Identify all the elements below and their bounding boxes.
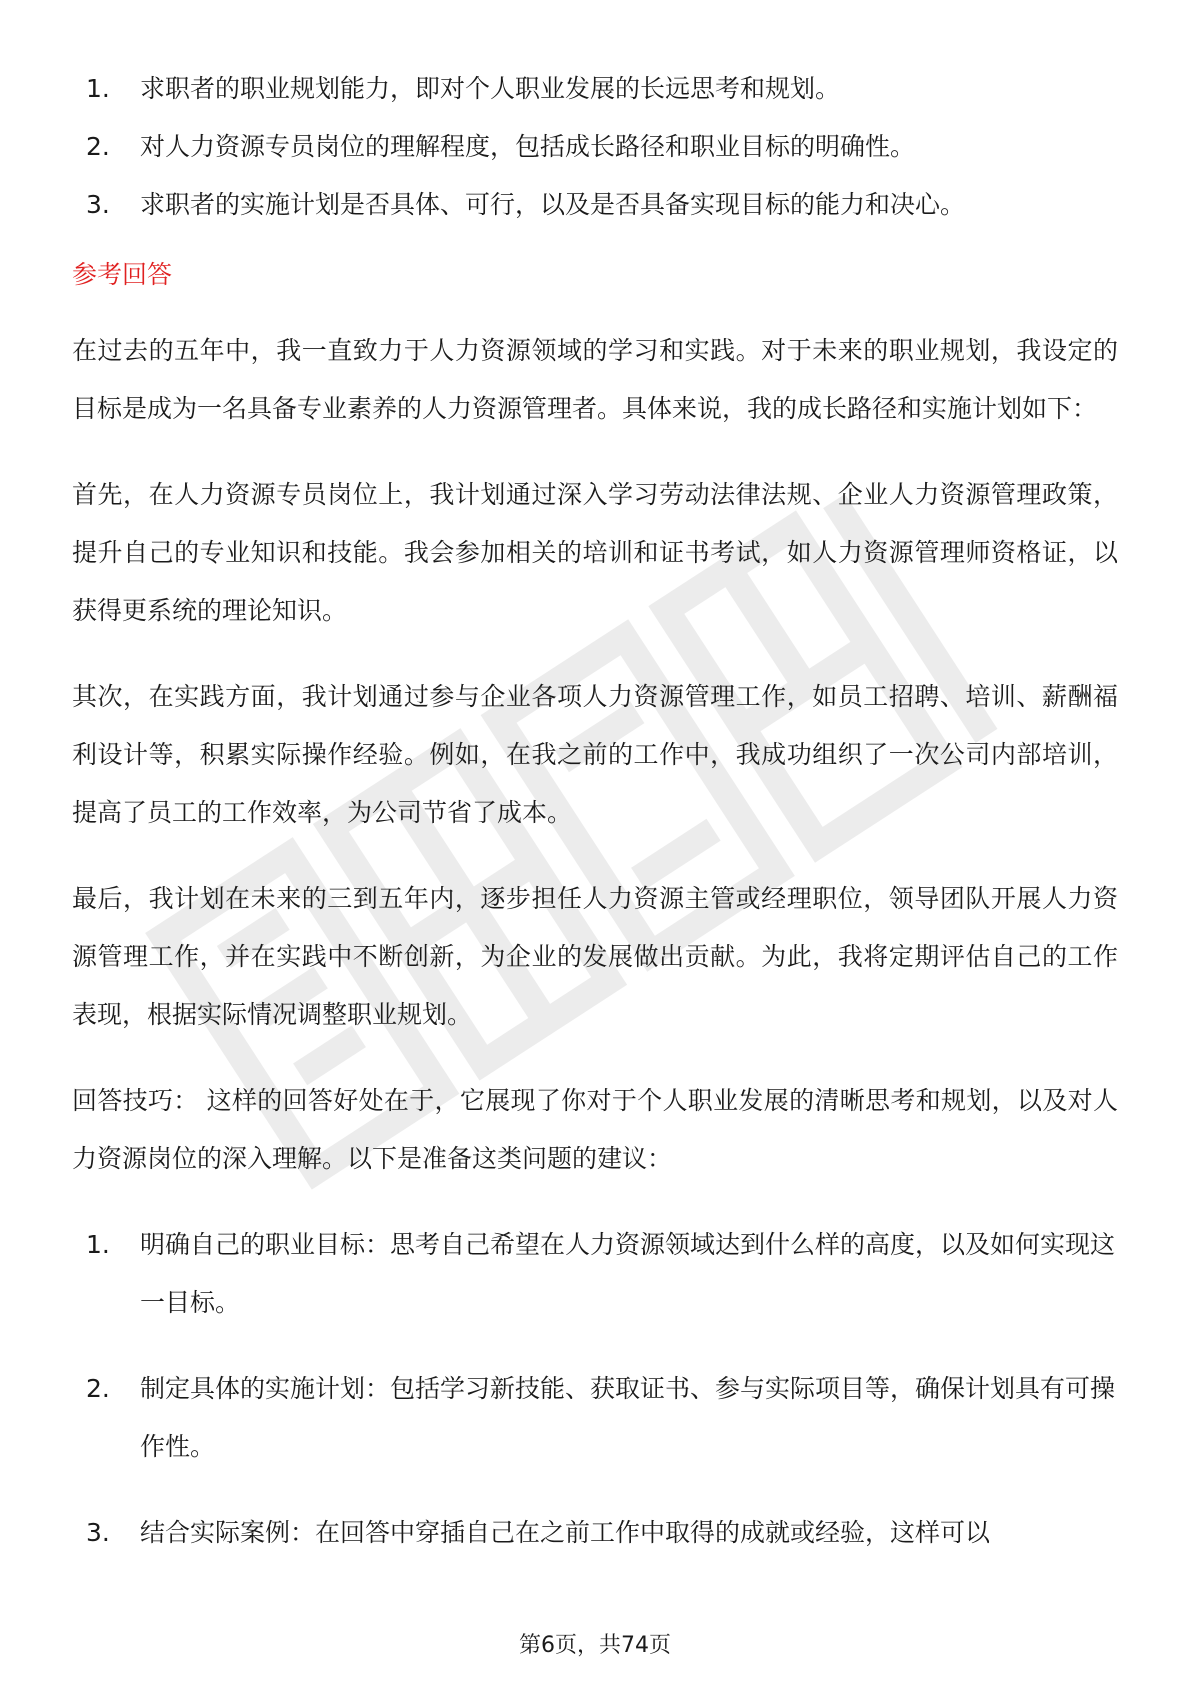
list-text: 求职者的职业规划能力，即对个人职业发展的长远思考和规划。 [140,74,841,103]
list-text: 对人力资源专员岗位的理解程度，包括成长路径和职业目标的明确性。 [140,132,916,161]
list-item [72,1504,1118,1562]
list-number: 2. [86,1374,110,1403]
list-text: 求职者的实施计划是否具体、可行，以及是否具备实现目标的能力和决心。 [140,190,966,219]
tips-text: 这样的回答好处在于，它展现了你对于个人职业发展的清晰思考和规划，以及对人力资源岗位的深入理解。以下是准备这类问题的建议： [72,1086,1118,1173]
list-item [72,176,1118,234]
list-number: 1. [86,1230,110,1259]
paragraph: 首先，在人力资源专员岗位上，我计划通过深入学习劳动法律法规、企业人力资源管理政策，提升自己的专业知识和技能。我会参加相关的培训和证书考试，如人力资源管理师资格证，以获得更系统的理论知识。 [72,480,1118,625]
list-text: 制定具体的实施计划：包括学习新技能、获取证书、参与实际项目等，确保计划具有可操作性。 [140,1374,1116,1461]
paragraph: 最后，我计划在未来的三到五年内，逐步担任人力资源主管或经理职位，领导团队开展人力资源管理工作，并在实践中不断创新，为企业的发展做出贡献。为此，我将定期评估自己的工作表现，根据实际情况调整职业规划。 [72,884,1118,1029]
list-number: 3. [86,1518,110,1547]
list-item [72,118,1118,176]
list-number: 1. [86,74,110,103]
tips-list [72,1216,1118,1562]
list-item [72,1360,1118,1476]
tips-label: 回答技巧： [72,1086,199,1115]
paragraph: 其次，在实践方面，我计划通过参与企业各项人力资源管理工作，如员工招聘、培训、薪酬福利设计等，积累实际操作经验。例如，在我之前的工作中，我成功组织了一次公司内部培训，提高了员工的工作效率，为公司节省了成本。 [72,682,1118,827]
list-text: 明确自己的职业目标：思考自己希望在人力资源领域达到什么样的高度，以及如何实现这一目标。 [140,1230,1116,1317]
paragraph: 在过去的五年中，我一直致力于人力资源领域的学习和实践。对于未来的职业规划，我设定的目标是成为一名具备专业素养的人力资源管理者。具体来说，我的成长路径和实施计划如下： [72,336,1118,423]
list-number: 3. [86,190,110,219]
list-number: 2. [86,132,110,161]
list-item [72,60,1118,118]
tips-paragraph [72,1072,1118,1188]
page-footer: 第6页，共74页 [519,1633,671,1658]
criteria-list [72,60,1118,234]
list-item [72,1216,1118,1332]
list-text: 结合实际案例：在回答中穿插自己在之前工作中取得的成就或经验，这样可以 [140,1518,991,1547]
section-title: 参考回答 [72,260,173,289]
content [72,60,1118,1590]
